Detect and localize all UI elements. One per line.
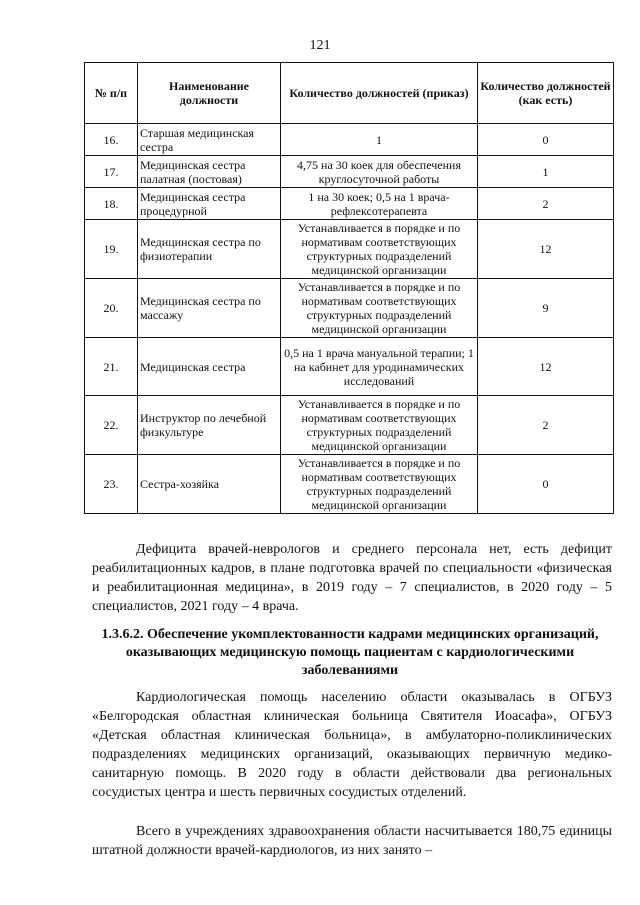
- col-header-qty-order: Количество должностей (приказ): [281, 63, 478, 124]
- paragraph-cardiology: [92, 688, 612, 802]
- table-row: [85, 188, 614, 220]
- table-body: [85, 124, 614, 514]
- paragraph-deficit: [92, 540, 612, 616]
- qty-order-cell: Устанавливается в порядке и по нормативам соответствующих структурных подразделений медицинской организации: [281, 455, 478, 514]
- qty-actual-cell: 9: [478, 279, 614, 338]
- qty-actual-cell: 12: [478, 220, 614, 279]
- row-number-cell: 20.: [85, 279, 138, 338]
- qty-order-cell: 1 на 30 коек; 0,5 на 1 врача-рефлексотерапевта: [281, 188, 478, 220]
- table-row: [85, 156, 614, 188]
- row-number-cell: 18.: [85, 188, 138, 220]
- paragraph-total-text: Всего в учреждениях здравоохранения области насчитывается 180,75 единицы штатной должности врачей-кардиологов, из них занято –: [92, 824, 612, 858]
- qty-actual-cell: 1: [478, 156, 614, 188]
- qty-order-cell: 4,75 на 30 коек для обеспечения круглосуточной работы: [281, 156, 478, 188]
- section-heading: 1.3.6.2. Обеспечение укомплектованности кадрами медицинских организаций, оказывающих медицинскую помощь пациентам с кардиологическими заболеваниями: [101, 627, 599, 678]
- qty-order-cell: 0,5 на 1 врача мануальной терапии; 1 на кабинет для уродинамических исследований: [281, 338, 478, 396]
- position-cell: Медицинская сестра процедурной: [138, 188, 281, 220]
- position-cell: Медицинская сестра по физиотерапии: [138, 220, 281, 279]
- paragraph-cardiology-text: Кардиологическая помощь населению области оказывалась в ОГБУЗ «Белгородская областная клиническая больница Святителя Иоасафа», ОГБУЗ «Детская областная клиническая больница», в амбулаторно-поликлинических подразделениях медицинских организаций, оказывающих первичную медико-санитарную помощь. В 2020 году в области действовали два региональных сосудистых центра и шесть первичных сосудистых отделений.: [92, 690, 612, 800]
- position-cell: Сестра-хозяйка: [138, 455, 281, 514]
- qty-order-cell: Устанавливается в порядке и по нормативам соответствующих структурных подразделений медицинской организации: [281, 279, 478, 338]
- qty-actual-cell: 2: [478, 188, 614, 220]
- row-number-cell: 21.: [85, 338, 138, 396]
- table-row: [85, 220, 614, 279]
- qty-order-cell: Устанавливается в порядке и по нормативам соответствующих структурных подразделений медицинской организации: [281, 396, 478, 455]
- qty-order-cell: 1: [281, 124, 478, 156]
- col-header-qty-actual: Количество должностей (как есть): [478, 63, 614, 124]
- table-row: [85, 124, 614, 156]
- col-header-number: № п/п: [85, 63, 138, 124]
- row-number-cell: 19.: [85, 220, 138, 279]
- staff-table: [84, 62, 614, 514]
- page-number: 121: [309, 38, 331, 53]
- paragraph-total: [92, 822, 612, 860]
- qty-actual-cell: 0: [478, 455, 614, 514]
- table-row: [85, 279, 614, 338]
- paragraph-deficit-text: Дефицита врачей-неврологов и среднего персонала нет, есть дефицит реабилитационных кадров, в плане подготовка врачей по специальности «физическая и реабилитационная медицина», в 2019 году – 7 специалистов, в 2020 году – 5 специалистов, 2021 году – 4 врача.: [92, 542, 612, 614]
- row-number-cell: 22.: [85, 396, 138, 455]
- table-row: [85, 396, 614, 455]
- table-row: [85, 455, 614, 514]
- qty-actual-cell: 0: [478, 124, 614, 156]
- qty-order-cell: Устанавливается в порядке и по нормативам соответствующих структурных подразделений медицинской организации: [281, 220, 478, 279]
- col-header-position: Наименование должности: [138, 63, 281, 124]
- position-cell: Старшая медицинская сестра: [138, 124, 281, 156]
- row-number-cell: 17.: [85, 156, 138, 188]
- position-cell: Медицинская сестра: [138, 338, 281, 396]
- table-header-row: [85, 63, 614, 124]
- row-number-cell: 16.: [85, 124, 138, 156]
- qty-actual-cell: 12: [478, 338, 614, 396]
- table-row: [85, 338, 614, 396]
- position-cell: Медицинская сестра по массажу: [138, 279, 281, 338]
- row-number-cell: 23.: [85, 455, 138, 514]
- position-cell: Инструктор по лечебной физкультуре: [138, 396, 281, 455]
- qty-actual-cell: 2: [478, 396, 614, 455]
- position-cell: Медицинская сестра палатная (постовая): [138, 156, 281, 188]
